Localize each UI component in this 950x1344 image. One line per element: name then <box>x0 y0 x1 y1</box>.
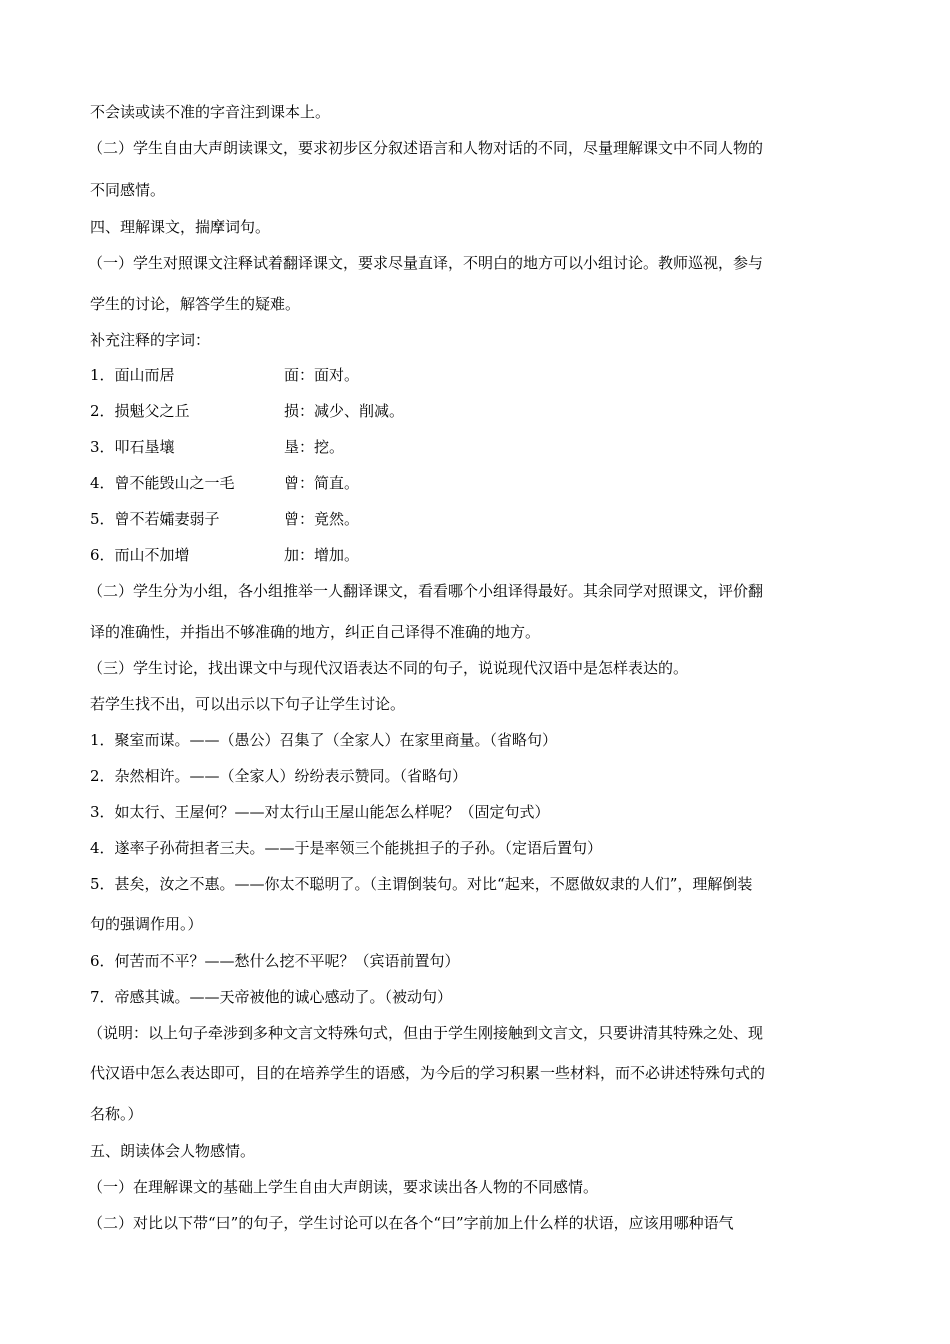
text-line: 名称。） <box>90 1105 143 1123</box>
text-line: 句的强调作用。） <box>90 915 203 933</box>
vocab-term: 3．叩石垦壤 <box>90 438 175 456</box>
vocab-gloss: 曾：简直。 <box>284 474 360 492</box>
text-line: 补充注释的字词： <box>90 331 211 349</box>
vocab-gloss: 曾：竟然。 <box>284 510 360 528</box>
vocab-term: 5．曾不若孀妻弱子 <box>90 510 220 528</box>
text-line: 1．聚室而谋。——（愚公）召集了（全家人）在家里商量。（省略句） <box>90 731 558 749</box>
text-line: （说明：以上句子牵涉到多种文言文特殊句式，但由于学生刚接触到文言文，只要讲清其特殊之处、现 <box>88 1024 764 1042</box>
text-line: （三）学生讨论，找出课文中与现代汉语表达不同的句子，说说现代汉语中是怎样表达的。 <box>88 659 689 677</box>
vocab-gloss: 损：减少、削减。 <box>284 402 405 420</box>
text-line: 不会读或读不准的字音注到课本上。 <box>90 103 331 121</box>
text-line: 不同感情。 <box>90 181 166 199</box>
vocab-gloss: 垦：挖。 <box>284 438 345 456</box>
text-line: 代汉语中怎么表达即可，目的在培养学生的语感，为今后的学习积累一些材料，而不必讲述特殊句式的 <box>90 1064 766 1082</box>
vocab-term: 6．而山不加增 <box>90 546 190 564</box>
section-heading: 五、朗读体会人物感情。 <box>90 1142 256 1160</box>
text-line: 3．如太行、王屋何？——对太行山王屋山能怎么样呢？（固定句式） <box>90 803 550 821</box>
text-line: （二）学生自由大声朗读课文，要求初步区分叙述语言和人物对话的不同，尽量理解课文中不同人物的 <box>88 139 764 157</box>
text-line: 译的准确性，并指出不够准确的地方，纠正自己译得不准确的地方。 <box>90 623 541 641</box>
text-line: （一）学生对照课文注释试着翻译课文，要求尽量直译，不明白的地方可以小组讨论。教师巡视，参与 <box>88 254 764 272</box>
section-heading: 四、理解课文，揣摩词句。 <box>90 218 271 236</box>
vocab-term: 2．损魁父之丘 <box>90 402 190 420</box>
text-line: 若学生找不出，可以出示以下句子让学生讨论。 <box>90 695 406 713</box>
text-line: 7．帝感其诚。——天帝被他的诚心感动了。（被动句） <box>90 988 453 1006</box>
vocab-term: 4．曾不能毁山之一毛 <box>90 474 235 492</box>
vocab-term: 1．面山而居 <box>90 366 175 384</box>
text-line: 学生的讨论，解答学生的疑难。 <box>90 295 301 313</box>
text-line: 2．杂然相许。——（全家人）纷纷表示赞同。（省略句） <box>90 767 468 785</box>
text-line: 5．甚矣，汝之不惠。——你太不聪明了。（主谓倒装句。对比“起来，不愿做奴隶的人们”，理解倒装 <box>90 875 753 893</box>
text-line: （二）对比以下带“曰”的句子，学生讨论可以在各个“曰”字前加上什么样的状语，应该用哪种语气 <box>88 1214 734 1232</box>
text-line: 4．遂率子孙荷担者三夫。——于是率领三个能挑担子的子孙。（定语后置句） <box>90 839 603 857</box>
text-line: （二）学生分为小组，各小组推举一人翻译课文，看看哪个小组译得最好。其余同学对照课文，评价翻 <box>88 582 764 600</box>
vocab-gloss: 加：增加。 <box>284 546 360 564</box>
vocab-gloss: 面：面对。 <box>284 366 360 384</box>
text-line: 6．何苦而不平？——愁什么挖不平呢？（宾语前置句） <box>90 952 460 970</box>
text-line: （一）在理解课文的基础上学生自由大声朗读，要求读出各人物的不同感情。 <box>88 1178 599 1196</box>
